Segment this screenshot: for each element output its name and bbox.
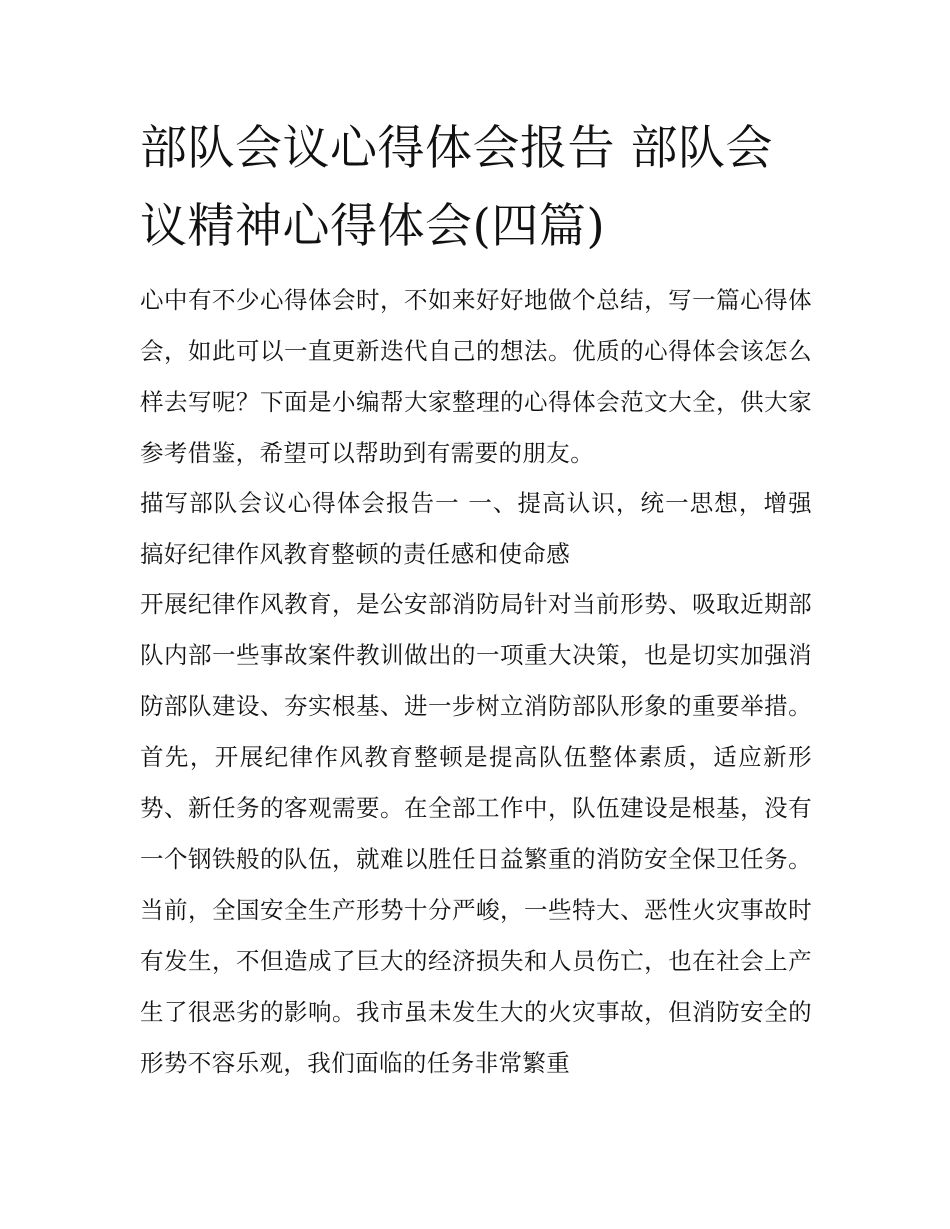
body-paragraph: 开展纪律作风教育，是公安部消防局针对当前形势、吸取近期部队内部一些事故案件教训做出的一项重大决策，也是切实加强消防部队建设、夯实根基、进一步树立消防部队形象的重要举措。首先，开展纪律作风教育整顿是提高队伍整体素质，适应新形势、新任务的客观需要。在全部工作中，队伍建设是根基，没有一个钢铁般的队伍，就难以胜任日益繁重的消防安全保卫任务。当前，全国安全生产形势十分严峻，一些特大、恶性火灾事故时有发生，不但造成了巨大的经济损失和人员伤亡，也在社会上产生了很恶劣的影响。我市虽未发生大的火灾事故，但消防安全的形势不容乐观，我们面临的任务非常繁重 — [140, 590, 812, 1077]
section-heading-paragraph: 描写部队会议心得体会报告一 一、提高认识，统一思想，增强搞好纪律作风教育整顿的责任感和使命感 — [140, 489, 812, 568]
document-title: 部队会议心得体会报告 部队会议精神心得体会(四篇) — [140, 121, 773, 254]
intro-paragraph: 心中有不少心得体会时，不如来好好地做个总结，写一篇心得体会，如此可以一直更新迭代自己的想法。优质的心得体会该怎么样去写呢？下面是小编帮大家整理的心得体会范文大全，供大家参考借鉴，希望可以帮助到有需要的朋友。 — [140, 286, 812, 467]
